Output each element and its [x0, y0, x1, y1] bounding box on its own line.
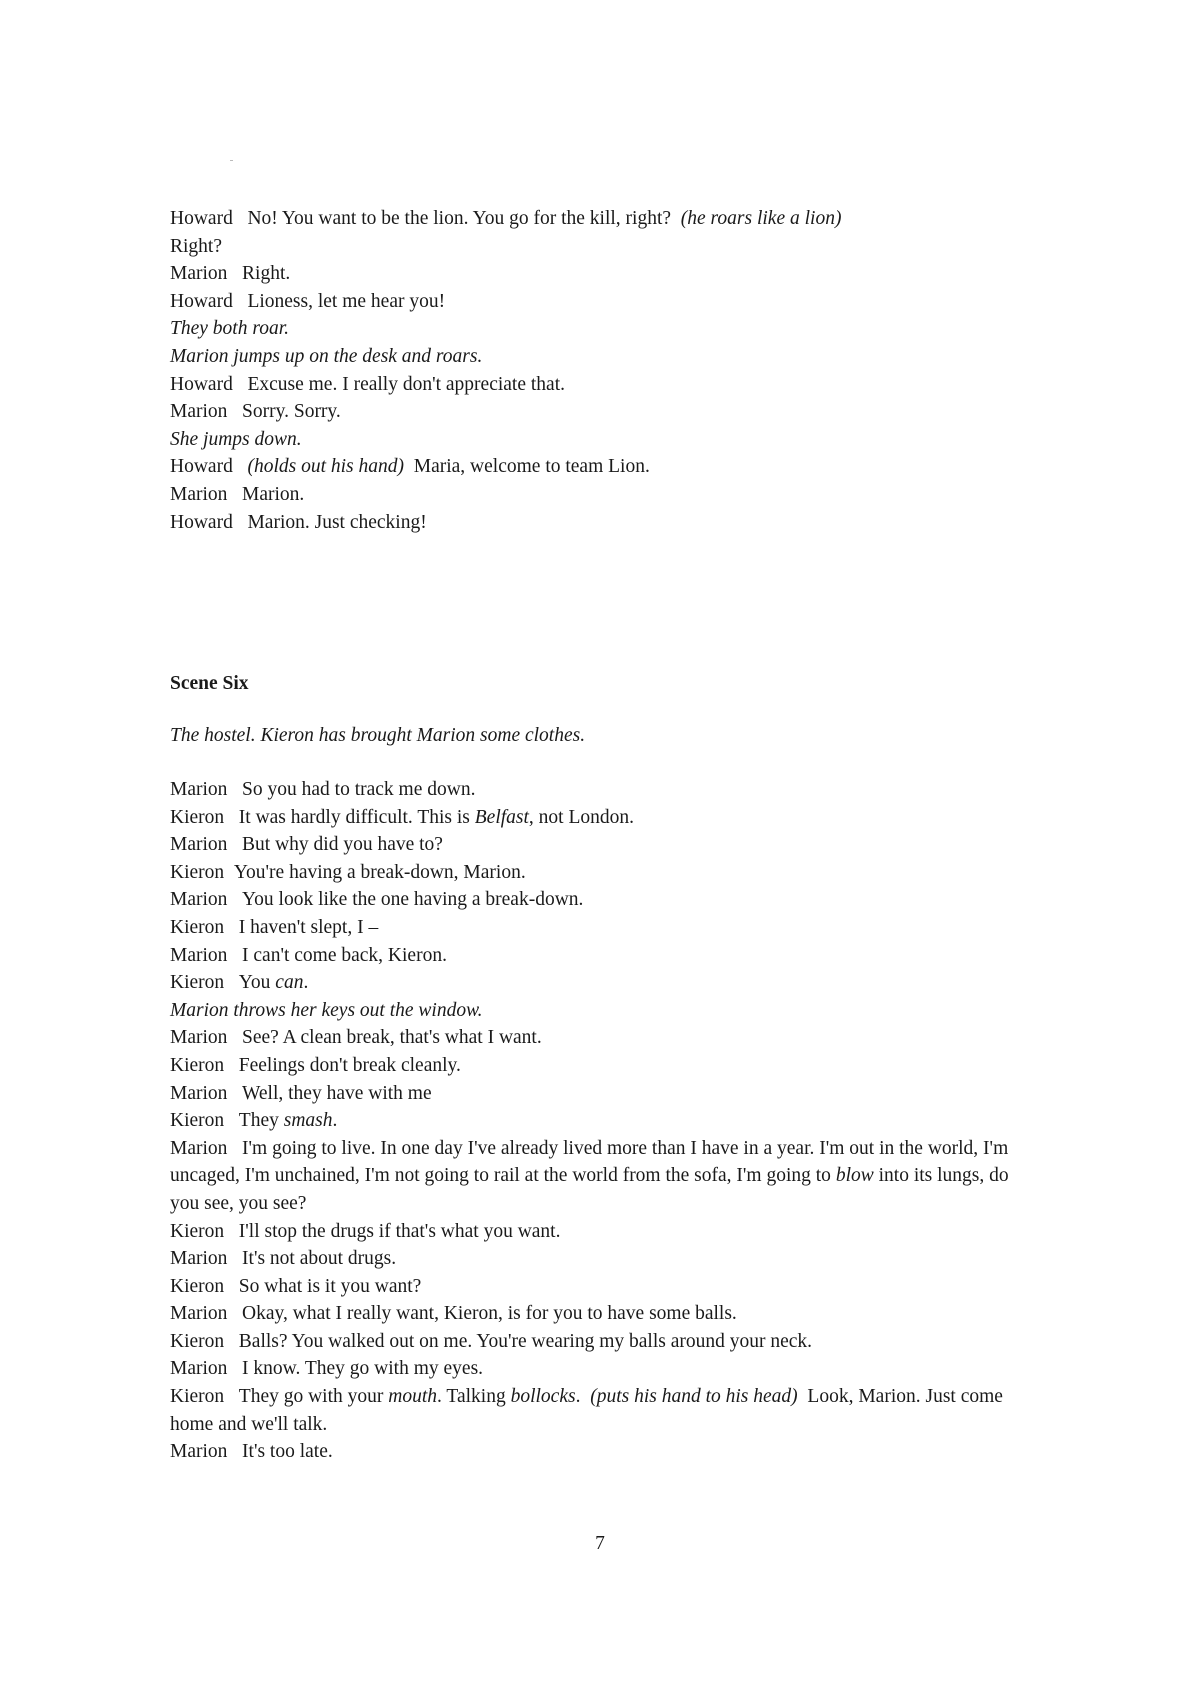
line-text: So what is it you want? — [238, 1275, 422, 1297]
line-text: Sorry. Sorry. — [242, 401, 341, 423]
scene-heading: Scene Six — [170, 673, 249, 694]
stage-direction: Marion throws her keys out the window. — [170, 999, 483, 1021]
speaker-name: Marion — [170, 834, 228, 856]
dialogue-line — [170, 859, 1030, 887]
stage-direction: Marion jumps up on the desk and roars. — [170, 345, 483, 367]
dialogue-line — [170, 1107, 1030, 1135]
stage-direction: They both roar. — [170, 318, 289, 340]
line-text: . — [575, 1386, 581, 1408]
line-text: Right. — [242, 263, 291, 285]
dialogue-line — [170, 776, 1030, 804]
dialogue-line — [170, 1300, 1030, 1328]
speaker-name: Kieron — [170, 1110, 225, 1132]
stage-direction: She jumps down. — [170, 428, 302, 450]
line-text: Maria, welcome to team Lion. — [413, 456, 650, 478]
dialogue-line — [170, 1273, 1030, 1301]
stage-direction: (he roars like a lion) — [680, 208, 842, 229]
line-text: Lioness, let me hear you! — [247, 290, 446, 312]
speaker-name: Marion — [170, 779, 228, 800]
line-text: It was hardly difficult. This is — [238, 806, 470, 828]
speaker-name: Howard — [170, 511, 233, 533]
line-text: Marion. Just checking! — [247, 511, 427, 533]
speaker-name: Howard — [170, 208, 233, 229]
dialogue-line — [170, 260, 1030, 288]
line-text: But why did you have to? — [242, 834, 443, 856]
line-text: into its lungs, do you see, you see? — [170, 1165, 1009, 1214]
line-text: Marion. — [242, 483, 305, 505]
line-text: It's not about drugs. — [242, 1248, 397, 1270]
speaker-name: Marion — [170, 401, 228, 423]
line-text: Well, they have with me — [242, 1082, 432, 1104]
speaker-name: Marion — [170, 944, 228, 966]
speaker-name: Kieron — [170, 1054, 225, 1076]
dialogue-line — [170, 1135, 1030, 1218]
speaker-name: Marion — [170, 483, 228, 505]
speaker-name: Marion — [170, 263, 228, 285]
dialogue-line — [170, 481, 1030, 509]
speaker-name: Marion — [170, 1027, 228, 1049]
line-text: They — [238, 1110, 279, 1132]
dialogue-line — [170, 1383, 1030, 1438]
speaker-name: Marion — [170, 1248, 228, 1270]
emphasis: mouth — [388, 1386, 438, 1408]
speaker-name: Kieron — [170, 861, 225, 883]
line-text: I know. They go with my eyes. — [242, 1358, 484, 1380]
line-text: See? A clean break, that's what I want. — [242, 1027, 542, 1049]
line-text: Okay, what I really want, Kieron, is for you to have some balls. — [242, 1303, 737, 1325]
line-text: Right? — [170, 235, 222, 257]
dialogue-line — [170, 205, 1030, 233]
line-text: . — [303, 972, 309, 994]
line-text: You look like the one having a break-down. — [242, 889, 584, 911]
line-text: It's too late. — [242, 1441, 333, 1463]
line-text: I can't come back, Kieron. — [242, 944, 447, 966]
scene-five-dialogue — [170, 205, 1030, 536]
speaker-name: Howard — [170, 456, 233, 478]
line-text: . — [332, 1110, 338, 1132]
scene-setting: The hostel. Kieron has brought Marion some clothes. — [170, 725, 586, 746]
speaker-name: Marion — [170, 1303, 228, 1325]
emphasis: Belfast — [474, 806, 529, 828]
dialogue-line — [170, 914, 1030, 942]
dialogue-line — [170, 1355, 1030, 1383]
line-text: I'll stop the drugs if that's what you want. — [238, 1220, 561, 1242]
speaker-name: Howard — [170, 373, 233, 395]
speaker-name: Kieron — [170, 1220, 225, 1242]
line-text: Look, Marion. Just come home and we'll talk. — [170, 1386, 1003, 1435]
line-text: I'm going to live. In one day I've already lived more than I have in a year. I'm out in the world, I'm uncaged, I'm unchained, I'm not going to rail at the world from the sofa, I'm going to — [170, 1137, 1009, 1187]
speaker-name: Marion — [170, 889, 228, 911]
emphasis: bollocks — [510, 1386, 576, 1408]
emphasis: can — [275, 972, 304, 994]
dialogue-line — [170, 942, 1030, 970]
line-text: I haven't slept, I – — [238, 916, 379, 938]
scene-six-dialogue — [170, 776, 1030, 1466]
line-text: You — [238, 972, 271, 994]
dialogue-line — [170, 1245, 1030, 1273]
line-text: So you had to track me down. — [242, 779, 476, 800]
scan-mark — [230, 160, 233, 161]
page-number: 7 — [595, 1533, 605, 1554]
dialogue-line — [170, 1218, 1030, 1246]
line-text: Excuse me. I really don't appreciate that. — [247, 373, 565, 395]
dialogue-line — [170, 371, 1030, 399]
line-text: Balls? You walked out on me. You're wearing my balls around your neck. — [238, 1330, 813, 1352]
speaker-name: Marion — [170, 1082, 228, 1104]
dialogue-line — [170, 1080, 1030, 1108]
line-text: . Talking — [437, 1386, 506, 1408]
speaker-name: Kieron — [170, 916, 225, 938]
speaker-name: Marion — [170, 1137, 228, 1159]
dialogue-line — [170, 969, 1030, 997]
speaker-name: Marion — [170, 1441, 228, 1463]
emphasis: blow — [835, 1165, 874, 1187]
line-text: , not London. — [528, 806, 635, 828]
dialogue-line — [170, 1024, 1030, 1052]
dialogue-line — [170, 453, 1030, 481]
stage-direction: (puts his hand to his head) — [590, 1386, 798, 1408]
dialogue-line — [170, 886, 1030, 914]
speaker-name: Kieron — [170, 1275, 225, 1297]
dialogue-line — [170, 1438, 1030, 1466]
dialogue-line — [170, 288, 1030, 316]
dialogue-line — [170, 1052, 1030, 1080]
speaker-name: Marion — [170, 1358, 228, 1380]
dialogue-line — [170, 509, 1030, 537]
speaker-name: Kieron — [170, 806, 225, 828]
speaker-name: Kieron — [170, 1330, 225, 1352]
dialogue-line — [170, 1328, 1030, 1356]
emphasis: smash — [283, 1110, 333, 1132]
speaker-name: Howard — [170, 290, 233, 312]
line-text: They go with your — [238, 1386, 384, 1408]
dialogue-line — [170, 398, 1030, 426]
stage-direction: (holds out his hand) — [247, 456, 404, 478]
dialogue-line — [170, 233, 1030, 261]
line-text: No! You want to be the lion. You go for the kill, right? — [247, 208, 672, 229]
dialogue-line — [170, 804, 1030, 832]
line-text: You're having a break-down, Marion. — [233, 861, 526, 883]
dialogue-line — [170, 831, 1030, 859]
speaker-name: Kieron — [170, 972, 225, 994]
speaker-name: Kieron — [170, 1386, 225, 1408]
line-text: Feelings don't break cleanly. — [238, 1054, 461, 1076]
